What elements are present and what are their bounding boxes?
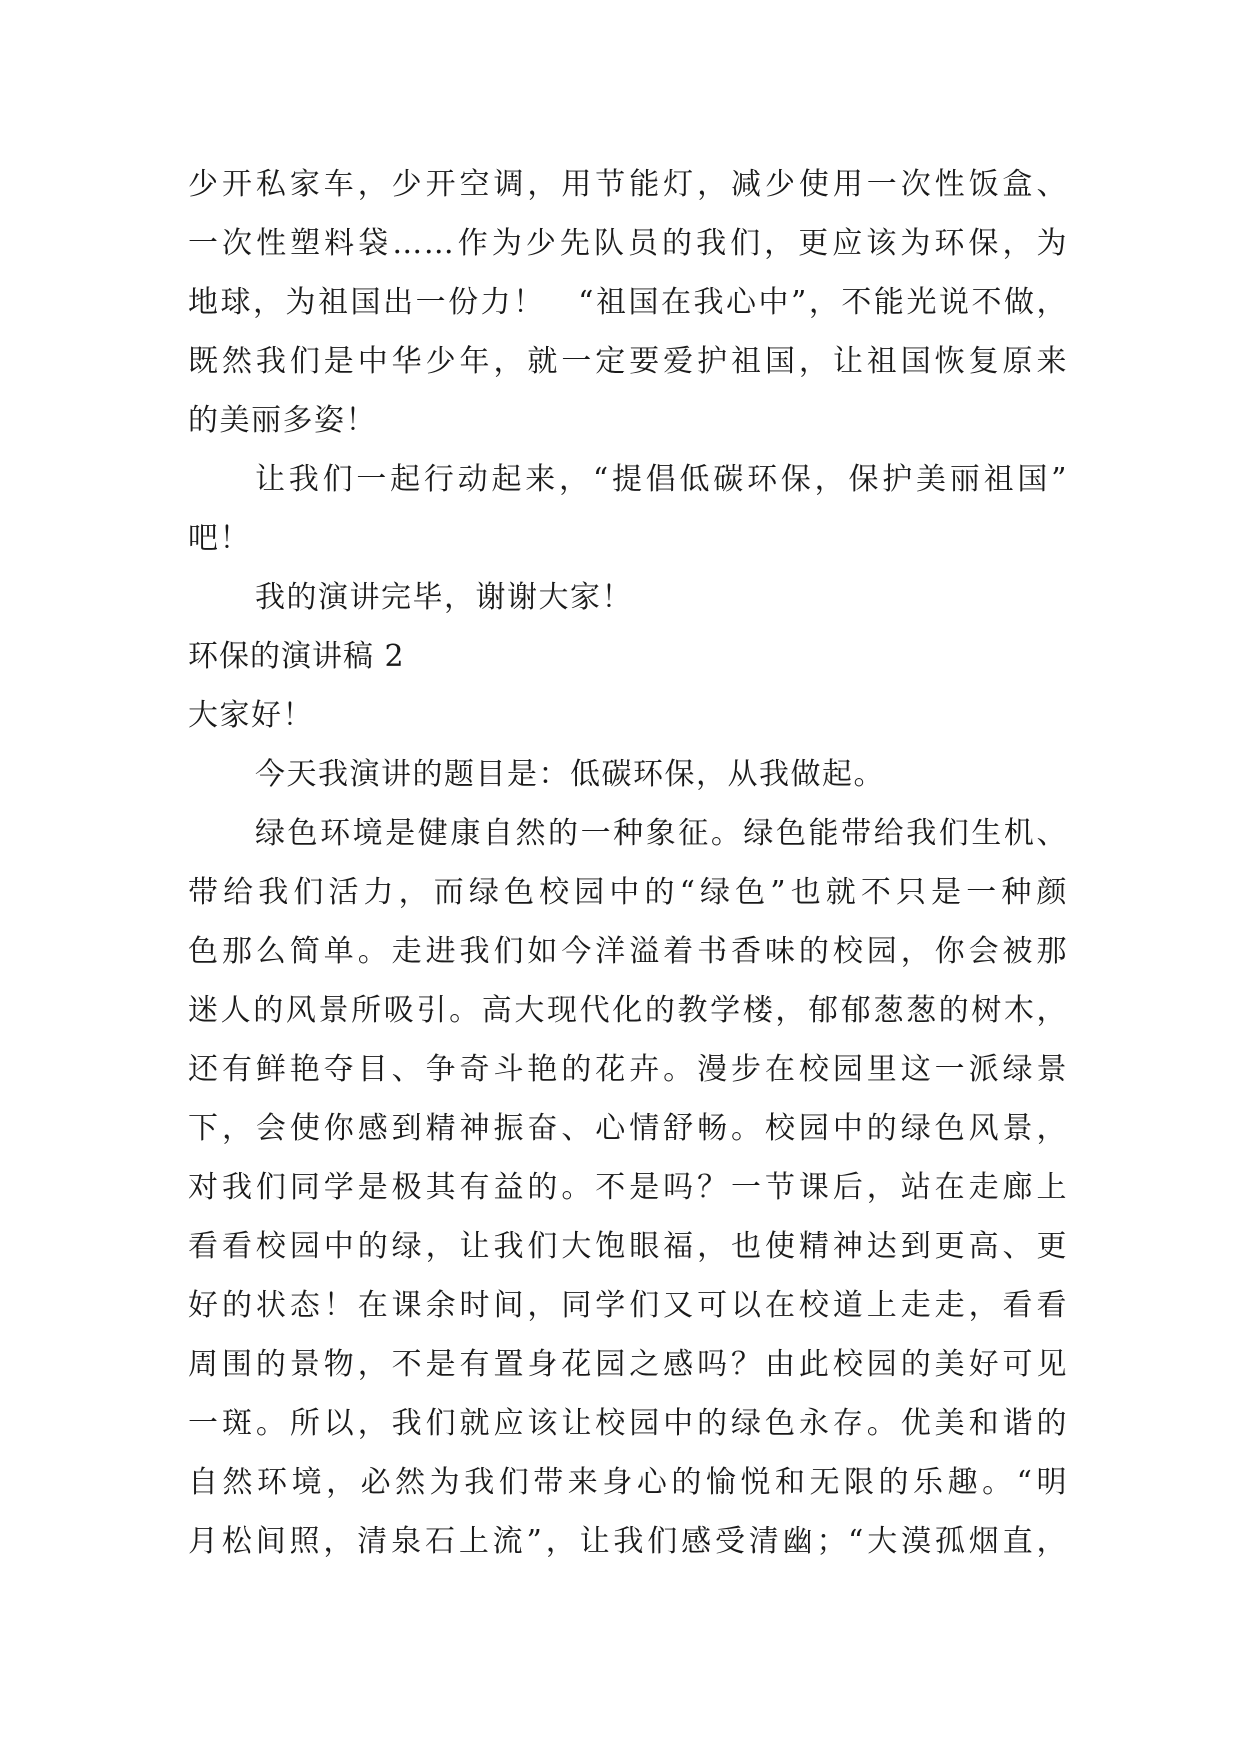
paragraph-line: 好的状态！在课余时间，同学们又可以在校道上走走，看看 bbox=[188, 1288, 1068, 1323]
paragraph-line: 月松间照，清泉石上流”，让我们感受清幽；“大漠孤烟直， bbox=[188, 1524, 1068, 1559]
document-body bbox=[188, 155, 1068, 1571]
paragraph-line: 对我们同学是极其有益的。不是吗？一节课后，站在走廊上 bbox=[188, 1170, 1068, 1205]
greeting-line: 大家好！ bbox=[188, 698, 314, 733]
paragraph-line: 色那么简单。走进我们如今洋溢着书香味的校园，你会被那 bbox=[188, 934, 1068, 969]
paragraph-line: 自然环境，必然为我们带来身心的愉悦和无限的乐趣。“明 bbox=[188, 1465, 1068, 1500]
paragraph-line: 一斑。所以，我们就应该让校园中的绿色永存。优美和谐的 bbox=[188, 1406, 1068, 1441]
paragraph-line: 我的演讲完毕，谢谢大家！ bbox=[255, 580, 633, 615]
paragraph-line: 下，会使你感到精神振奋、心情舒畅。校园中的绿色风景， bbox=[188, 1111, 1068, 1146]
paragraph-line: 迷人的风景所吸引。高大现代化的教学楼，郁郁葱葱的树木， bbox=[188, 993, 1068, 1028]
paragraph-line: 带给我们活力，而绿色校园中的“绿色”也就不只是一种颜 bbox=[188, 875, 1068, 910]
paragraph-line: 的美丽多姿！ bbox=[188, 403, 377, 438]
paragraph-line: 绿色环境是健康自然的一种象征。绿色能带给我们生机、 bbox=[255, 816, 1068, 851]
paragraph-line: 还有鲜艳夺目、争奇斗艳的花卉。漫步在校园里这一派绿景 bbox=[188, 1052, 1068, 1087]
paragraph-line: 今天我演讲的题目是：低碳环保，从我做起。 bbox=[255, 757, 885, 792]
paragraph-line: 让我们一起行动起来，“提倡低碳环保，保护美丽祖国” bbox=[255, 462, 1068, 497]
paragraph-line: 一次性塑料袋……作为少先队员的我们，更应该为环保，为 bbox=[188, 226, 1068, 261]
paragraph-line: 地球，为祖国出一份力！ “祖国在我心中”，不能光说不做， bbox=[188, 285, 1068, 320]
paragraph-line: 既然我们是中华少年，就一定要爱护祖国，让祖国恢复原来 bbox=[188, 344, 1068, 379]
paragraph-line: 少开私家车，少开空调，用节能灯，减少使用一次性饭盒、 bbox=[188, 167, 1068, 202]
paragraph-line: 吧！ bbox=[188, 521, 251, 556]
paragraph-line: 看看校园中的绿，让我们大饱眼福，也使精神达到更高、更 bbox=[188, 1229, 1068, 1264]
paragraph-line: 周围的景物，不是有置身花园之感吗？由此校园的美好可见 bbox=[188, 1347, 1068, 1382]
section-heading: 环保的演讲稿 2 bbox=[188, 639, 405, 674]
